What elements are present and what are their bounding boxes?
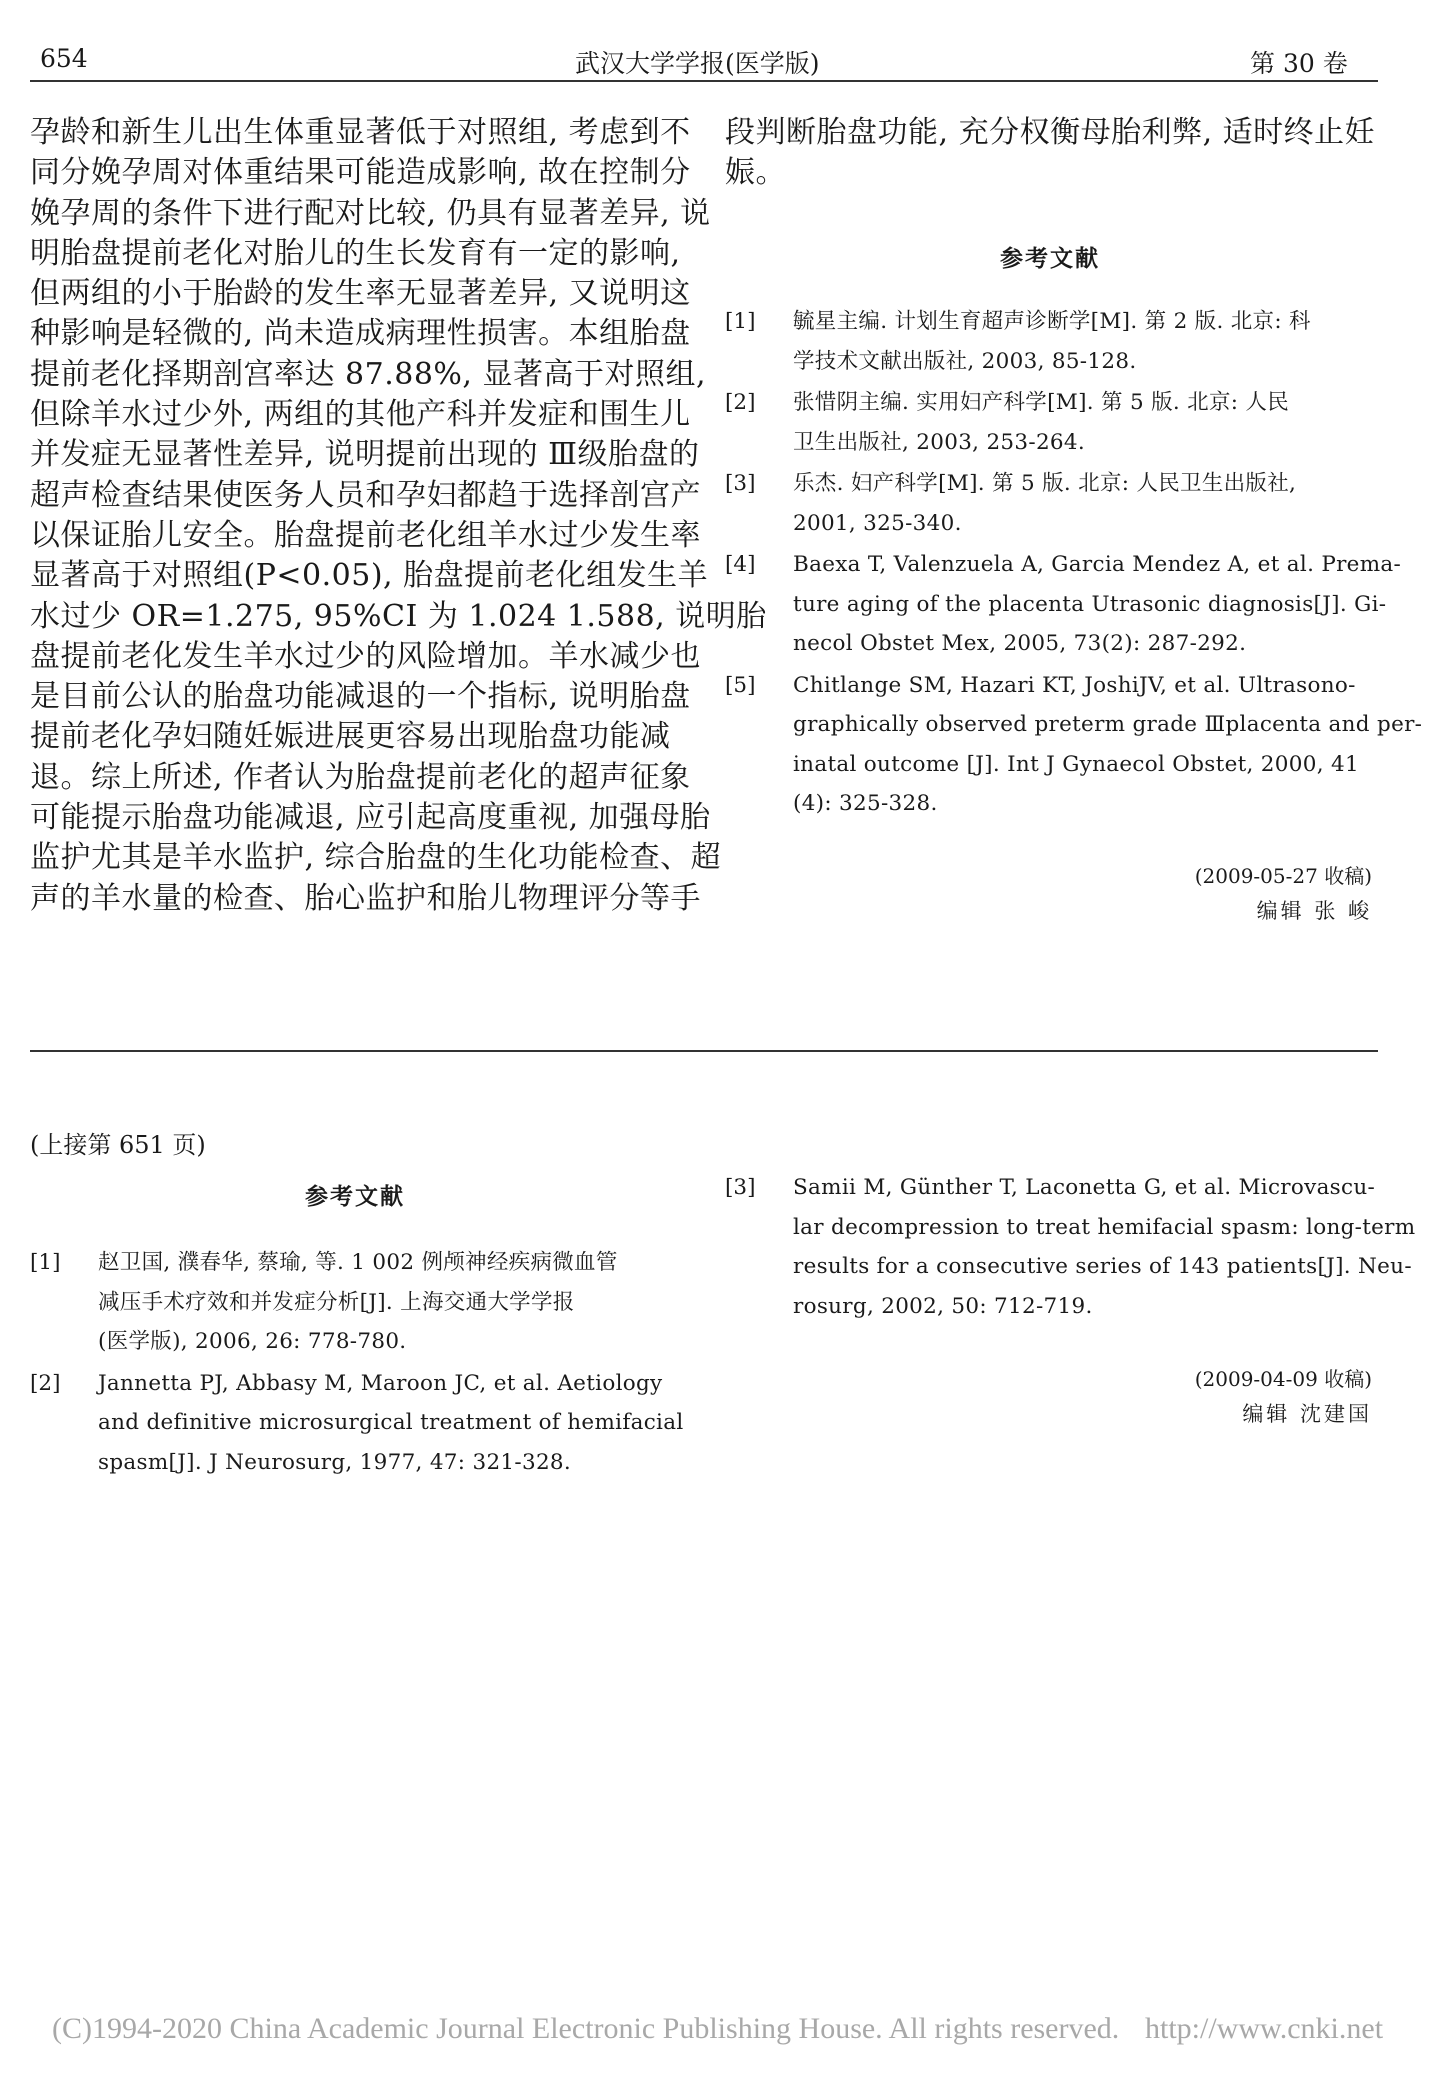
- text-line: 可能提示胎盘功能减退, 应引起高度重视, 加强母胎: [30, 800, 711, 836]
- reference-number: [4]: [725, 552, 756, 577]
- section-divider: [30, 1050, 1378, 1052]
- journal-title: 武汉大学学报(医学版): [575, 49, 820, 78]
- reference-line: Chitlange SM, Hazari KT, JoshiJV, et al. Ultrasono-: [793, 672, 1356, 698]
- reference-item: [725, 464, 1375, 543]
- reference-line: Samii M, Günther T, Laconetta G, et al. Microvascu-: [793, 1175, 1376, 1200]
- reference-line: 减压手术疗效和并发症分析[J]. 上海交通大学学报: [98, 1289, 575, 1315]
- reference-line: (4): 325-328.: [793, 791, 938, 816]
- header-rule: [30, 80, 1378, 82]
- text-line: 超声检查结果使医务人员和孕妇都趋于选择剖宫产: [30, 477, 701, 513]
- text-line: 以保证胎儿安全。胎盘提前老化组羊水过少发生率: [30, 517, 701, 553]
- cnki-url: http://www.cnki.net: [1145, 2012, 1384, 2045]
- continued-editor-name: 编辑 沈建国: [1242, 1402, 1372, 1426]
- reference-item: [30, 1364, 684, 1483]
- reference-line: inatal outcome [J]. Int J Gynaecol Obstet, 2000, 41: [793, 751, 1359, 777]
- reference-line: 卫生出版社, 2003, 253-264.: [793, 429, 1086, 455]
- reference-item: [725, 383, 1375, 462]
- text-line: 显著高于对照组(P<0.05), 胎盘提前老化组发生羊: [30, 558, 709, 594]
- reference-number: [2]: [725, 390, 756, 415]
- reference-line: results for a consecutive series of 143 patients[J]. Neu-: [793, 1254, 1412, 1279]
- text-line: 明胎盘提前老化对胎儿的生长发育有一定的影响,: [30, 235, 681, 271]
- continued-note: (上接第 651 页): [30, 1131, 206, 1159]
- reference-item: [30, 1243, 680, 1362]
- reference-line: 学技术文献出版社, 2003, 85-128.: [793, 348, 1137, 374]
- text-line: 孕龄和新生儿出生体重显著低于对照组, 考虑到不: [30, 115, 691, 150]
- reference-text: [793, 302, 1375, 381]
- reference-number: [1]: [30, 1250, 61, 1275]
- text-line: 水过少 OR=1.275, 95%CI 为 1.024 1.588, 说明胎: [30, 598, 767, 634]
- text-line: 娠。: [725, 155, 786, 191]
- reference-line: and definitive microsurgical treatment of hemifacial: [98, 1410, 684, 1435]
- continued-received-date: (2009-04-09 收稿): [1194, 1367, 1372, 1391]
- reference-number: [1]: [725, 309, 756, 334]
- right-body-text: [725, 113, 1375, 194]
- received-date: (2009-05-27 收稿): [1194, 864, 1372, 888]
- text-line: 但除羊水过少外, 两组的其他产科并发症和围生儿: [30, 397, 691, 433]
- volume-label: 第 30 卷: [1250, 49, 1348, 78]
- reference-line: spasm[J]. J Neurosurg, 1977, 47: 321-328.: [98, 1449, 572, 1475]
- references-title: 参考文献: [1000, 245, 1100, 272]
- reference-line: 毓星主编. 计划生育超声诊断学[M]. 第 2 版. 北京: 科: [793, 309, 1311, 334]
- text-line: 声的羊水量的检查、胎心监护和胎儿物理评分等手: [30, 880, 701, 916]
- text-line: 是目前公认的胎盘功能减退的一个指标, 说明胎盘: [30, 679, 691, 715]
- page-number: 654: [40, 44, 88, 73]
- text-line: 监护尤其是羊水监护, 综合胎盘的生化功能检查、超: [30, 840, 722, 876]
- reference-number: [5]: [725, 672, 756, 698]
- reference-text: [793, 1168, 1416, 1326]
- reference-line: ture aging of the placenta Utrasonic diagnosis[J]. Gi-: [793, 591, 1387, 617]
- reference-line: (医学版), 2006, 26: 778-780.: [98, 1329, 407, 1354]
- reference-line: rosurg, 2002, 50: 712-719.: [793, 1293, 1093, 1319]
- left-body-text: [30, 113, 767, 919]
- reference-text: [98, 1364, 684, 1483]
- text-line: 提前老化择期剖宫率达 87.88%, 显著高于对照组,: [30, 356, 707, 392]
- reference-line: 乐杰. 妇产科学[M]. 第 5 版. 北京: 人民卫生出版社,: [793, 471, 1297, 496]
- copyright-notice: (C)1994-2020 China Academic Journal Electronic Publishing House. All rights reserved.: [52, 2012, 1120, 2045]
- reference-line: Jannetta PJ, Abbasy M, Maroon JC, et al. Aetiology: [98, 1370, 663, 1396]
- reference-item: [725, 1168, 1416, 1326]
- text-line: 盘提前老化发生羊水过少的风险增加。羊水减少也: [30, 638, 701, 674]
- reference-line: necol Obstet Mex, 2005, 73(2): 287-292.: [793, 631, 1247, 656]
- reference-number: [2]: [30, 1370, 61, 1396]
- text-line: 退。综上所述, 作者认为胎盘提前老化的超声征象: [30, 759, 691, 795]
- editor-name: 编辑 张 峻: [1256, 899, 1372, 923]
- reference-line: lar decompression to treat hemifacial spasm: long-term: [793, 1214, 1416, 1240]
- text-line: 并发症无显著性差异, 说明提前出现的 Ⅲ级胎盘的: [30, 437, 700, 473]
- text-line: 娩孕周的条件下进行配对比较, 仍具有显著差异, 说: [30, 195, 711, 231]
- reference-text: [793, 464, 1375, 543]
- reference-text: [793, 383, 1375, 462]
- reference-line: Baexa T, Valenzuela A, Garcia Mendez A, et al. Prema-: [793, 552, 1402, 577]
- reference-item: [725, 545, 1402, 664]
- text-line: 种影响是轻微的, 尚未造成病理性损害。本组胎盘: [30, 316, 691, 352]
- reference-item: [725, 302, 1375, 381]
- reference-number: [3]: [725, 471, 756, 496]
- text-line: 提前老化孕妇随妊娠进展更容易出现胎盘功能减: [30, 719, 671, 755]
- text-line: 同分娩孕周对体重结果可能造成影响, 故在控制分: [30, 155, 691, 191]
- text-line: 但两组的小于胎龄的发生率无显著差异, 又说明这: [30, 276, 691, 312]
- reference-line: 张惜阴主编. 实用妇产科学[M]. 第 5 版. 北京: 人民: [793, 390, 1290, 415]
- reference-item: [725, 666, 1423, 824]
- continued-references-title: 参考文献: [305, 1183, 405, 1210]
- reference-text: [98, 1243, 680, 1362]
- reference-line: 赵卫国, 濮春华, 蔡瑜, 等. 1 002 例颅神经疾病微血管: [98, 1250, 618, 1275]
- text-line: 段判断胎盘功能, 充分权衡母胎利弊, 适时终止妊: [725, 115, 1376, 150]
- reference-line: 2001, 325-340.: [793, 510, 962, 536]
- reference-text: [793, 545, 1402, 664]
- reference-text: [793, 666, 1423, 824]
- reference-line: graphically observed preterm grade Ⅲplacenta and per-: [793, 712, 1423, 737]
- reference-number: [3]: [725, 1175, 756, 1200]
